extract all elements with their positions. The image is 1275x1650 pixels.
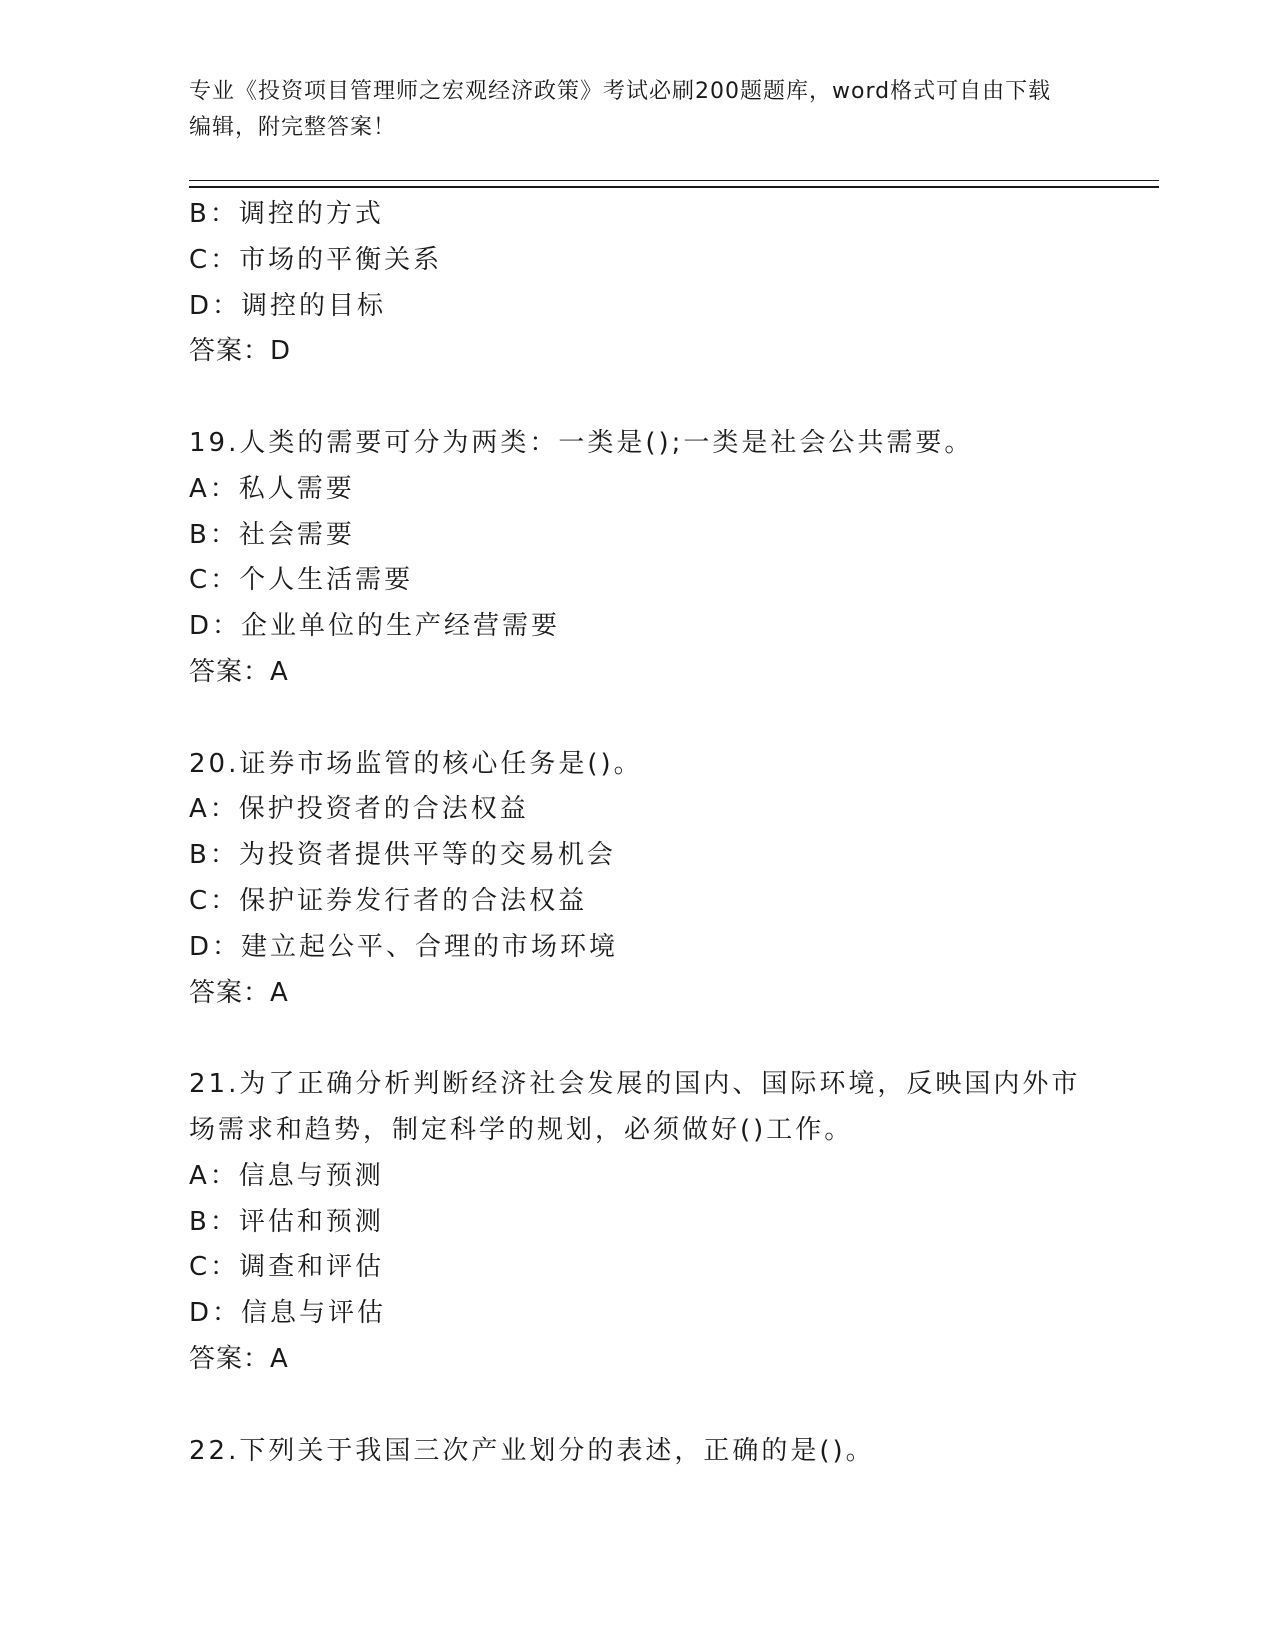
question-text: 22.下列关于我国三次产业划分的表述，正确的是()。 <box>189 1435 875 1466</box>
answer: 答案：A <box>189 977 289 1008</box>
question-text: 20.证券市场监管的核心任务是()。 <box>189 748 643 779</box>
answer: 答案：D <box>189 336 292 367</box>
option-c: C：市场的平衡关系 <box>189 244 443 275</box>
option-d: D：建立起公平、合理的市场环境 <box>189 931 619 962</box>
question-text: 19.人类的需要可分为两类：一类是();一类是社会公共需要。 <box>189 427 974 458</box>
option-a: A：保护投资者的合法权益 <box>189 794 529 825</box>
option-a: A：信息与预测 <box>189 1160 384 1191</box>
option-d: D：信息与评估 <box>189 1298 387 1329</box>
option-a: A：私人需要 <box>189 473 355 504</box>
answer: 答案：A <box>189 656 289 687</box>
option-c: C：调查和评估 <box>189 1252 385 1283</box>
option-c: C：个人生活需要 <box>189 565 414 596</box>
question-text: 21.为了正确分析判断经济社会发展的国内、国际环境，反映国内外市场需求和趋势，制定科学的规划，必须做好()工作。 <box>189 1069 1081 1145</box>
option-d: D：调控的目标 <box>189 290 387 321</box>
page-header: 专业《投资项目管理师之宏观经济政策》考试必刷200题题库，word格式可自由下载编辑，附完整答案！ <box>189 79 1052 140</box>
question-list <box>189 192 1089 1474</box>
option-b: B：调控的方式 <box>189 199 384 229</box>
answer: 答案：A <box>189 1343 289 1374</box>
option-b: B：评估和预测 <box>189 1206 384 1237</box>
header-rule <box>189 180 1159 188</box>
option-c: C：保护证券发行者的合法权益 <box>189 885 588 916</box>
option-b: B：社会需要 <box>189 519 355 550</box>
option-b: B：为投资者提供平等的交易机会 <box>189 840 616 871</box>
option-d: D：企业单位的生产经营需要 <box>189 611 561 642</box>
